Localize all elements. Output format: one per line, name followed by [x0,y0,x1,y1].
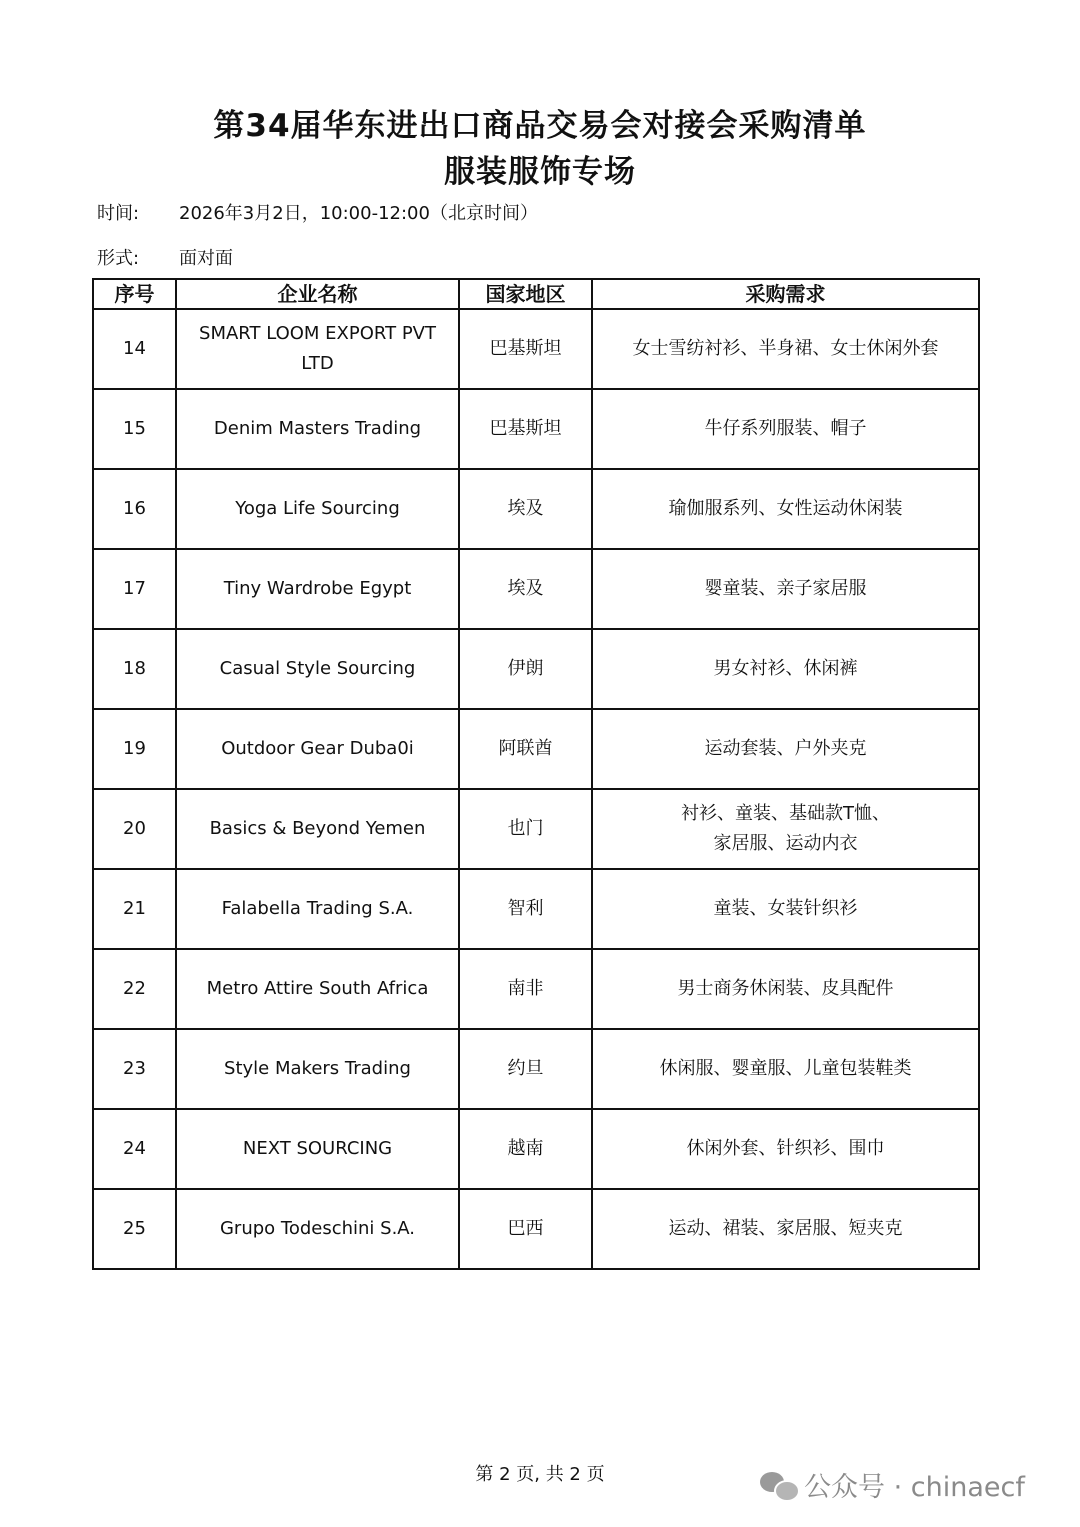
row-company: SMART LOOM EXPORT PVT LTD [176,309,459,389]
table-header-row [93,279,979,309]
row-demand: 瑜伽服系列、女性运动休闲装 [592,469,979,549]
row-no: 19 [93,709,176,789]
row-no: 20 [93,789,176,869]
row-company: Denim Masters Trading [176,389,459,469]
row-country: 阿联酋 [459,709,592,789]
page-title: 第34届华东进出口商品交易会对接会采购清单 [213,108,867,144]
row-company: Tiny Wardrobe Egypt [176,549,459,629]
table-row [93,549,979,629]
format-value: 面对面 [179,248,233,269]
row-demand: 牛仔系列服装、帽子 [592,389,979,469]
row-no: 17 [93,549,176,629]
row-company: Falabella Trading S.A. [176,869,459,949]
row-country: 埃及 [459,469,592,549]
time-value: 2026年3月2日，10:00-12:00（北京时间） [179,203,538,224]
row-no: 16 [93,469,176,549]
row-no: 14 [93,309,176,389]
row-no: 23 [93,1029,176,1109]
row-company: Metro Attire South Africa [176,949,459,1029]
time-row [97,199,538,225]
watermark-text: 公众号 · chinaecf [804,1472,1025,1503]
time-label: 时间: [97,203,140,224]
table-row [93,309,979,389]
row-demand-line1: 衬衫、童装、基础款T恤、 [681,803,890,824]
header-demand: 采购需求 [592,279,979,309]
row-company: Outdoor Gear Duba0i [176,709,459,789]
row-no: 18 [93,629,176,709]
table-row [93,389,979,469]
page-number: 第 2 页, 共 2 页 [475,1464,605,1485]
row-no: 24 [93,1109,176,1189]
row-country: 也门 [459,789,592,869]
format-row [97,244,233,270]
row-demand: 休闲服、婴童服、儿童包装鞋类 [592,1029,979,1109]
table-row [93,709,979,789]
row-company: Style Makers Trading [176,1029,459,1109]
row-country: 埃及 [459,549,592,629]
row-company: Basics & Beyond Yemen [176,789,459,869]
row-company: Grupo Todeschini S.A. [176,1189,459,1269]
table-row [93,1109,979,1189]
row-demand-line2: 家居服、运动内衣 [713,833,858,854]
row-demand: 运动、裙装、家居服、短夹克 [592,1189,979,1269]
wechat-icon [760,1470,796,1500]
header-no: 序号 [93,279,176,309]
table-row [93,469,979,549]
row-no: 22 [93,949,176,1029]
table-row [93,1189,979,1269]
table-row [93,869,979,949]
row-country: 巴基斯坦 [459,389,592,469]
purchase-table [92,278,980,1270]
row-demand: 休闲外套、针织衫、围巾 [592,1109,979,1189]
row-demand: 男士商务休闲装、皮具配件 [592,949,979,1029]
row-country: 越南 [459,1109,592,1189]
row-country: 约旦 [459,1029,592,1109]
table-row [93,789,979,869]
row-company: Yoga Life Sourcing [176,469,459,549]
row-demand: 男女衬衫、休闲裤 [592,629,979,709]
row-demand: 运动套装、户外夹克 [592,709,979,789]
row-country: 巴西 [459,1189,592,1269]
row-country: 智利 [459,869,592,949]
row-no: 15 [93,389,176,469]
table-row [93,629,979,709]
page-subtitle: 服装服饰专场 [444,154,636,190]
row-no: 21 [93,869,176,949]
header-country: 国家地区 [459,279,592,309]
watermark [760,1465,1025,1504]
row-company: Casual Style Sourcing [176,629,459,709]
row-country: 南非 [459,949,592,1029]
row-country: 伊朗 [459,629,592,709]
row-demand: 婴童装、亲子家居服 [592,549,979,629]
table-row [93,1029,979,1109]
format-label: 形式: [97,248,140,269]
row-demand: 童装、女装针织衫 [592,869,979,949]
row-country: 巴基斯坦 [459,309,592,389]
row-company: NEXT SOURCING [176,1109,459,1189]
header-company: 企业名称 [176,279,459,309]
table-row [93,949,979,1029]
row-demand: 女士雪纺衬衫、半身裙、女士休闲外套 [592,309,979,389]
row-demand [592,789,979,869]
row-no: 25 [93,1189,176,1269]
